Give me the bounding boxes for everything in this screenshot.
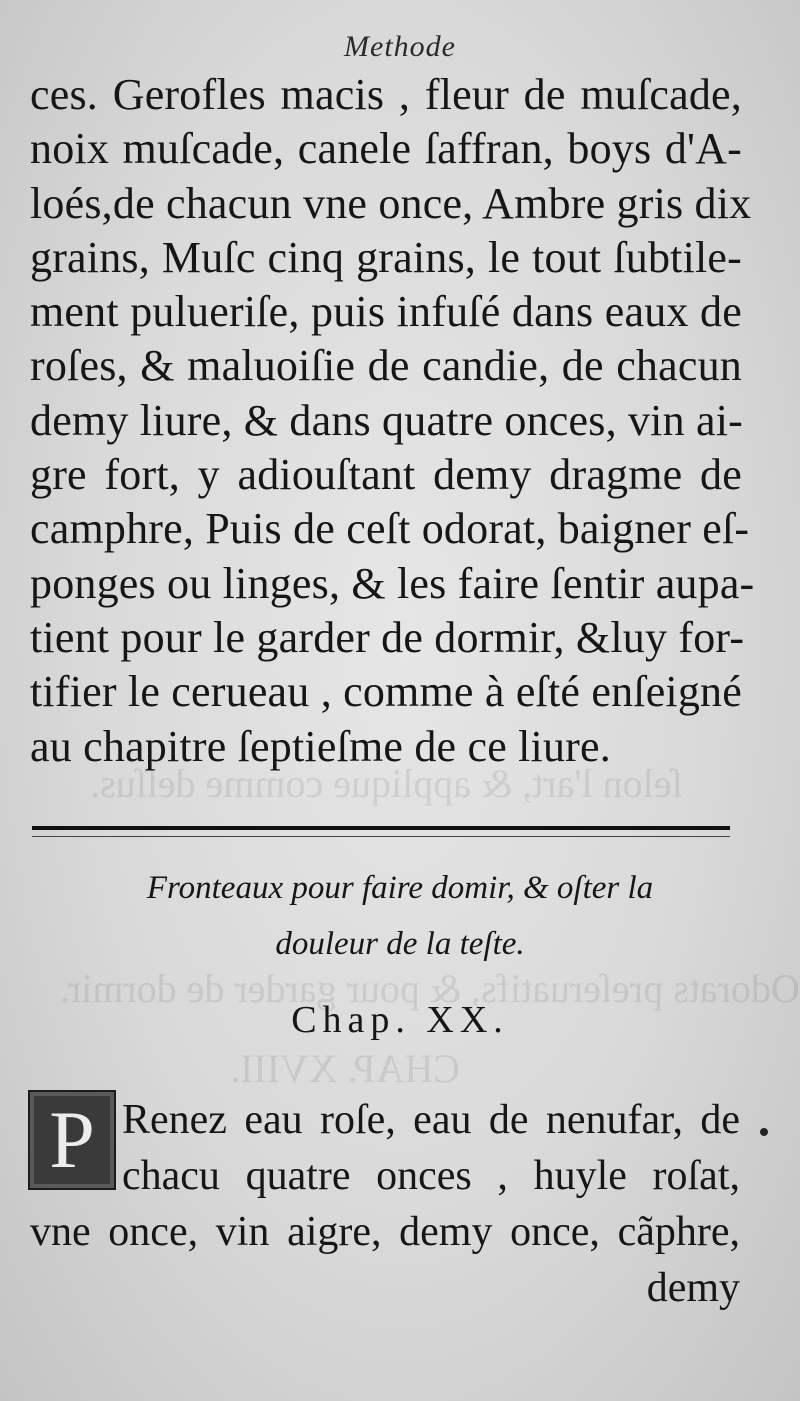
text-line: loés,de chacun vne once, Ambre gris dix: [30, 178, 752, 228]
text-line: grains, Muſc cinq grains, le tout ſubtile-: [30, 232, 742, 282]
text-line: ces. Gerofles macis , fleur de muſcade,: [30, 70, 742, 119]
text-line: ponges ou linges, & les faire ſentir aupa-: [30, 558, 755, 608]
bleed-through-text: Odorats preſeruatifs, & pour garder de dormir.: [60, 966, 800, 1011]
text-line: gre fort, y adiouſtant demy dragme de: [30, 450, 742, 500]
catchword: demy: [646, 1265, 740, 1311]
text-line: chacu quatre onces , huyle roſat,: [122, 1153, 740, 1199]
ink-speck: [760, 1128, 768, 1136]
heading-line: douleur de la teſte.: [275, 926, 525, 962]
bleed-through-text: ſelon l'art, & applique comme deſſus.: [90, 761, 683, 806]
bleed-through-text: CHAP. XVIII.: [230, 1046, 460, 1091]
text-line: au chapitre ſeptieſme de ce liure.: [30, 721, 611, 771]
running-head: Methode: [344, 30, 456, 63]
section-heading: [40, 860, 760, 972]
section-divider: [32, 826, 730, 830]
text-line: demy liure, & dans quatre onces, vin ai-: [30, 395, 744, 445]
body-text: [30, 68, 755, 774]
text-line: ment pulueriſe, puis infuſé dans eaux de: [30, 287, 742, 337]
chapter-label: Chap. XX.: [291, 999, 509, 1041]
text-line: roſes, & maluoiſie de candie, de chacun: [30, 341, 742, 391]
text-line: Renez eau roſe, eau de nenufar, de: [122, 1097, 740, 1143]
text-line: vne once, vin aigre, demy once, cãphre,: [30, 1209, 740, 1255]
drop-cap-initial: P: [28, 1090, 116, 1190]
text-line: camphre, Puis de ceſt odorat, baigner eſ-: [30, 504, 750, 554]
chapter-paragraph: [30, 1092, 740, 1316]
text-line: tient pour le garder de dormir, &luy for-: [30, 612, 745, 662]
heading-line: Fronteaux pour faire domir, & oſter la: [146, 870, 654, 906]
text-line: noix muſcade, canele ſaffran, boys d'A-: [30, 124, 742, 174]
text-line: tifier le cerueau , comme à eſté enſeigné: [30, 667, 742, 717]
